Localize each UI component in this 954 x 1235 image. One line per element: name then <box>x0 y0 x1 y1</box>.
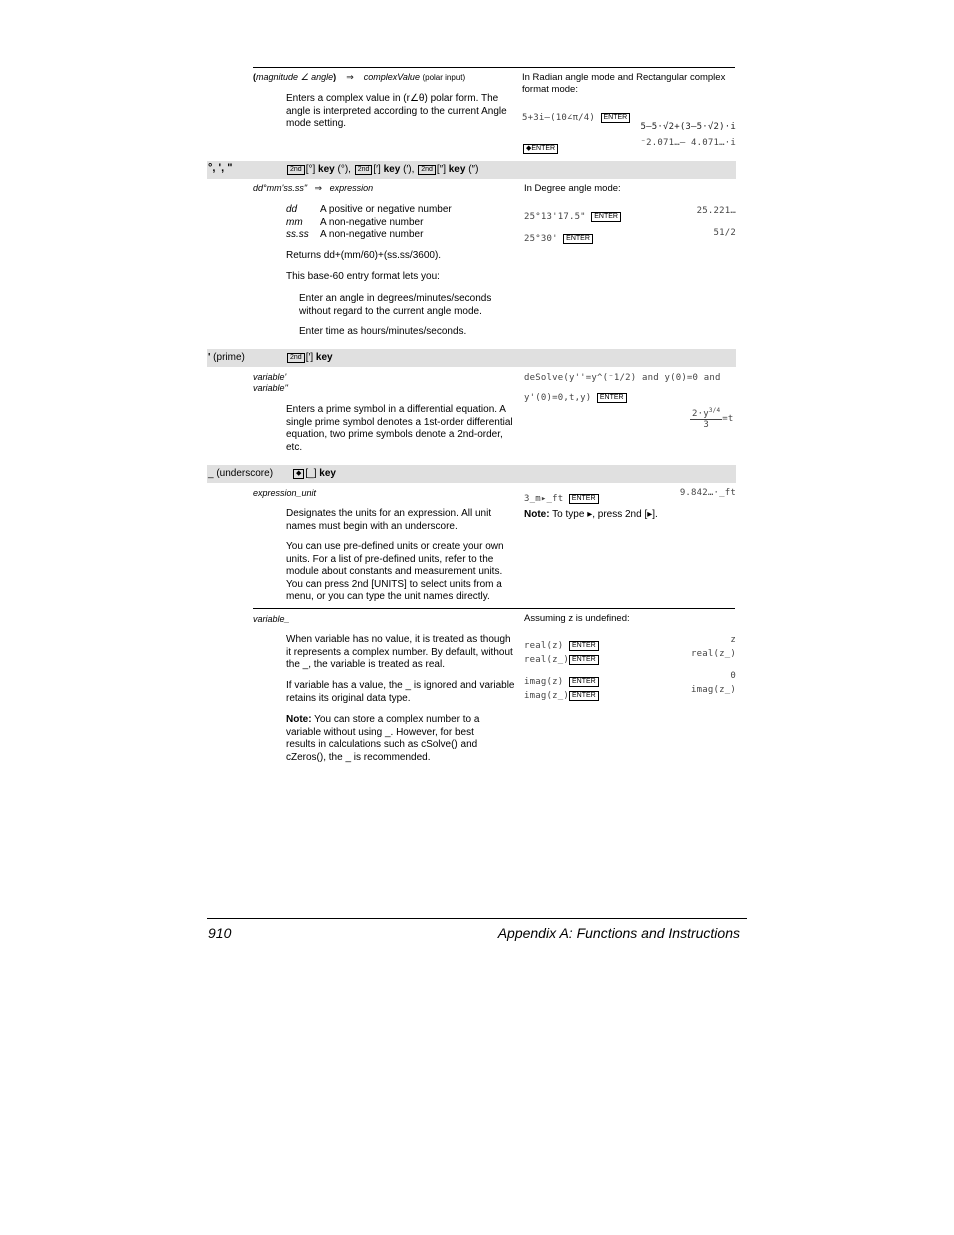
underscore-description: Designates the units for an expression. All unit names must begin with an underscore. <box>286 508 492 532</box>
variable-result-1: z <box>730 635 736 645</box>
dms-example2-input: 25°30' ENTER <box>524 228 594 246</box>
dms-params <box>286 204 516 242</box>
prime-description: Enters a prime symbol in a differential equation. A single prime symbol denotes a 1st-order differential equation, two prime symbols denote a 2nd-order, etc. <box>286 404 513 453</box>
variable-example-4: imag(z_) ENTER <box>524 685 600 703</box>
polar-syntax: (magnitude ∠ angle) ⇒ complexValue (polar input) <box>253 72 466 82</box>
prime-header: ' (prime) <box>208 352 245 363</box>
dms-example2-result: 51/2 <box>713 228 736 238</box>
dms-bullet-1: Enter an angle in degrees/minutes/seconds without regard to the current angle mode. <box>299 293 492 317</box>
polar-example-result: 5–5·√2+(3–5·√2)·i <box>640 122 736 132</box>
prime-example-result: $\frac{2\cdot y^{3/4}}{3}$ =t <box>692 407 734 430</box>
dms-header-keys: 2nd [°] key (°), 2nd [′] key (′), 2nd [″] key (″) <box>286 164 478 177</box>
underscore-header-band <box>207 465 736 483</box>
underscore-example-result: 9.842…·_ft <box>679 488 736 498</box>
page-number: 910 <box>208 925 232 941</box>
param-row: mm A non-negative number <box>286 216 424 228</box>
dms-mode-note: In Degree angle mode: <box>524 183 621 194</box>
section-title: Appendix A: Functions and Instructions <box>497 925 740 941</box>
dms-intro: This base-60 entry format lets you: <box>286 271 440 282</box>
polar-description: Enters a complex value in (r∠θ) polar form. The angle is interpreted according to the current Angle mode setting. <box>286 93 507 129</box>
param-row: dd A positive or negative number <box>286 204 452 215</box>
polar-example2-input <box>522 138 559 156</box>
enter-key: ENTER <box>601 113 631 123</box>
polar-example-input: 5+3i–(10∠π/4) ENTER <box>522 107 631 125</box>
dms-returns: Returns dd+(mm/60)+(ss.ss/3600). <box>286 250 442 261</box>
variable-assume: Assuming z is undefined: <box>524 613 630 624</box>
variable-example-1: real(z) ENTER <box>524 635 600 653</box>
underscore-example-input: 3_m▸_ft ENTER <box>524 488 600 506</box>
top-rule <box>253 67 735 68</box>
underscore-note: Note: To type ▸, press 2nd [▸]. <box>524 509 658 520</box>
dms-header-symbols: °, ', " <box>208 162 233 174</box>
dms-example1-input: 25°13'17.5" ENTER <box>524 206 622 224</box>
polar-mode-note: In Radian angle mode and Rectangular complex format mode: <box>522 72 726 95</box>
variable-rule <box>253 608 735 609</box>
param-row: ss.ss A non-negative number <box>286 229 424 240</box>
footer-rule <box>207 918 747 919</box>
variable-result-3: 0 <box>730 671 736 681</box>
variable-example-3: imag(z) ENTER <box>524 671 600 689</box>
prime-header-keys: 2nd [′] key <box>286 352 333 365</box>
underscore-header-keys: ◆ [_] key <box>292 468 336 481</box>
variable-syntax: variable_ <box>253 614 290 624</box>
variable-example-2: real(z_) ENTER <box>524 649 600 667</box>
diamond-key: ◆ENTER <box>523 144 558 154</box>
prime-syntax-1: variable' <box>253 372 287 382</box>
variable-note: Note: You can store a complex number to a variable without using _. However, for best results in calculations such as cSolve() and cZeros(), the _ is recommended. <box>286 714 480 763</box>
variable-description-1: When variable has no value, it is treated as though it represents a complex number. By default, without the _, the variable is treated as real. <box>286 634 513 670</box>
underscore-description-2: You can use pre-defined units or create your own units. For a list of pre-defined units, refer to the module about constants and measurement units. You can press 2nd [UNITS] to select units from a menu, or you can type the unit names directly. <box>286 541 504 602</box>
polar-example2-result: ⁻2.071…– 4.071…·i <box>640 138 736 148</box>
variable-result-2: real(z_) <box>691 649 736 659</box>
underscore-syntax: expression_unit <box>253 488 317 498</box>
variable-result-4: imag(z_) <box>691 685 736 695</box>
dms-bullet-2: Enter time as hours/minutes/seconds. <box>299 326 467 337</box>
variable-description-2: If variable has a value, the _ is ignored and variable retains its original data type. <box>286 680 515 704</box>
underscore-header: _ (underscore) <box>208 468 274 479</box>
dms-example1-result: 25.221… <box>696 206 736 216</box>
dms-syntax: dd°mm'ss.ss" ⇒ expression <box>253 183 374 193</box>
prime-example-line2: y'(0)=0,t,y) ENTER <box>524 387 628 405</box>
prime-example-line1: deSolve(y''=y^(⁻1/2) and y(0)=0 and <box>524 373 721 383</box>
prime-syntax-2: variable'' <box>253 383 288 393</box>
